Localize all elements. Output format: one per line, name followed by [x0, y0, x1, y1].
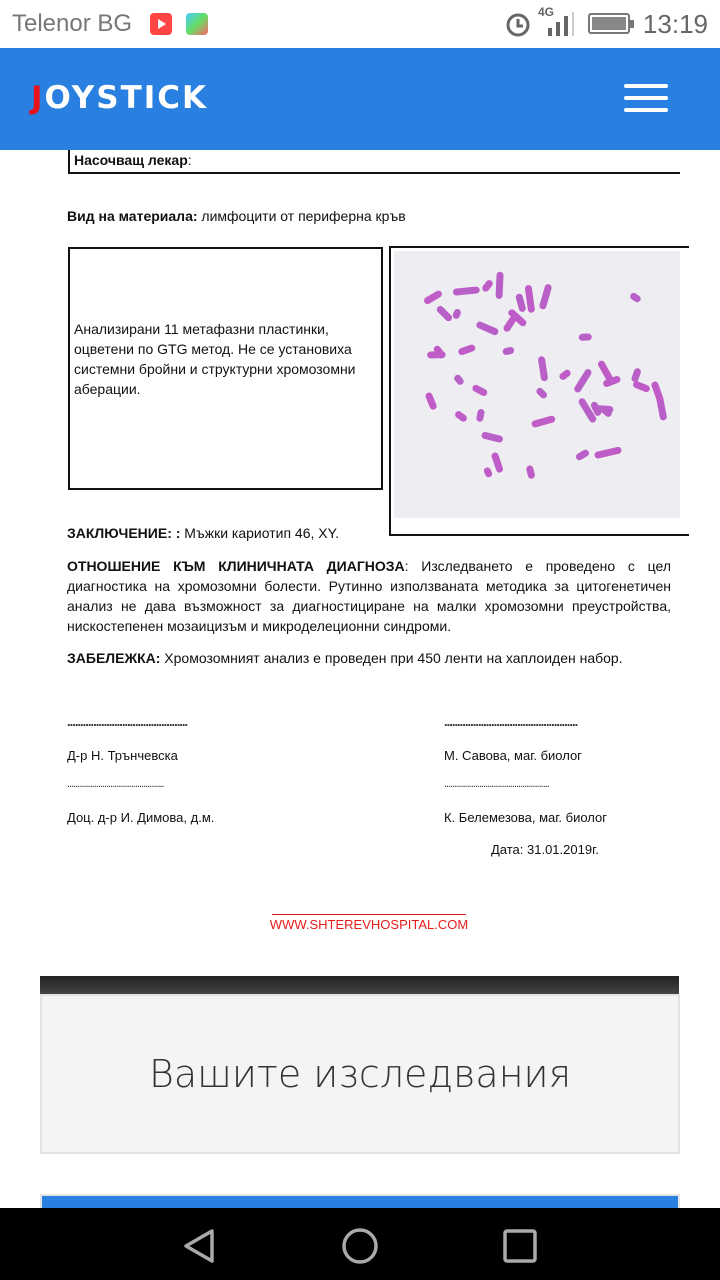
signatory-name: М. Савова, маг. биолог: [444, 748, 582, 763]
material-line: [67, 206, 406, 226]
youtube-icon: [150, 13, 172, 35]
chromosome: [558, 368, 572, 381]
chromosome: [531, 415, 556, 428]
chromosome: [454, 410, 469, 423]
chromosome: [427, 351, 446, 359]
material-label: Вид на материала:: [67, 208, 198, 224]
chromosome: [526, 465, 536, 480]
note-line: [67, 648, 623, 668]
chromosome: [457, 344, 476, 356]
chromosome: [476, 408, 485, 422]
site-logo[interactable]: [31, 80, 208, 116]
your-studies-button[interactable]: [40, 994, 680, 1154]
referrer-field: [68, 150, 680, 174]
play-store-icon: [186, 13, 208, 35]
chromosome: [594, 446, 622, 459]
chromosome: [453, 373, 465, 386]
chromosome: [423, 289, 444, 305]
material-value: лимфоцити от периферна кръв: [197, 208, 406, 224]
network-type: 4G: [538, 5, 555, 19]
chromosome: [524, 285, 535, 314]
signature-line: ..............................................: [67, 714, 188, 729]
chromosome: [539, 283, 553, 310]
home-icon[interactable]: [340, 1226, 380, 1266]
conclusion-label: ЗАКЛЮЧЕНИЕ: :: [67, 525, 181, 541]
referrer-colon: :: [187, 152, 192, 168]
hospital-website: [260, 914, 478, 932]
analysis-box: [68, 247, 383, 490]
section-divider: [40, 976, 679, 994]
chromosome: [453, 286, 480, 296]
chromosome: [575, 448, 591, 461]
alarm-icon: [504, 10, 532, 38]
report-date: Дата: 31.01.2019г.: [491, 842, 599, 857]
chromosome: [495, 272, 503, 300]
chromosome: [481, 279, 494, 293]
note-value: Хромозомният анализ е проведен при 450 ленти на хаплоиден набор.: [160, 650, 623, 666]
android-nav-bar: [0, 1208, 720, 1280]
chromosome: [515, 293, 527, 313]
status-bar: [0, 0, 720, 48]
signature-line: ...............................................: [67, 778, 164, 790]
chromosome: [573, 368, 593, 394]
metaphase-chromosome-image: [394, 251, 680, 518]
chromosome: [632, 380, 651, 393]
referrer-label: Насочващ лекар: [74, 152, 188, 168]
signatory-name: Д-р Н. Трънчевска: [67, 748, 178, 763]
chromosome: [452, 308, 462, 320]
website-text: WWW.SHTEREVHOSPITAL.COM: [269, 917, 469, 932]
conclusion-value: Мъжки кариотип 46, XY.: [180, 525, 340, 541]
chromosome: [435, 305, 453, 323]
chromosome: [491, 452, 504, 474]
back-icon[interactable]: [180, 1226, 220, 1266]
signature-line: ...................................................: [444, 778, 549, 790]
chromosome: [651, 381, 665, 404]
logo-text: OYSTICK: [44, 80, 209, 116]
hamburger-icon[interactable]: [624, 84, 668, 112]
clock: 13:19: [642, 9, 708, 39]
clinical-relation-paragraph: [67, 556, 671, 636]
logo-accent-letter: J: [31, 80, 45, 116]
conclusion-line: [67, 523, 339, 543]
your-studies-title: Вашите изследвания: [148, 1052, 572, 1096]
chromosome: [471, 384, 488, 398]
relation-value: : Изследването е проведено с цел диагностика на хромозомни болести. Рутинно използваната методика за цитогенетичен анализ не дава възможност за диагностициране на малки хромозомни преустройства, нискостепенен мозаицизъм и микроделеционни синдроми.: [67, 558, 671, 634]
battery-icon: [588, 13, 630, 34]
chromosome: [535, 386, 549, 399]
chromosome: [481, 431, 504, 443]
signature-line: ...................................................: [444, 714, 578, 729]
chromosome: [631, 367, 642, 383]
chromosome: [475, 320, 499, 336]
carrier-name: Telenor BG: [12, 10, 133, 37]
chromosome: [424, 391, 437, 410]
signal-icon: [540, 12, 576, 38]
chromosome: [538, 356, 549, 382]
chromosome: [502, 346, 515, 355]
chromosome: [579, 333, 592, 341]
chromosome: [629, 292, 642, 304]
analysis-text: Анализирани 11 метафазни пластинки, оцветени по GTG метод. Не се установиха системни бройни и структурни хромозомни аберации.: [74, 321, 356, 397]
signatory-name: К. Белемезова, маг. биолог: [444, 810, 607, 825]
chromosome: [483, 466, 494, 478]
note-label: ЗАБЕЛЕЖКА:: [67, 650, 161, 666]
signatory-name: Доц. д-р И. Димова, д.м.: [67, 810, 215, 825]
recents-icon[interactable]: [500, 1226, 540, 1266]
relation-label: ОТНОШЕНИЕ КЪМ КЛИНИЧНАТА ДИАГНОЗА: [67, 558, 405, 574]
